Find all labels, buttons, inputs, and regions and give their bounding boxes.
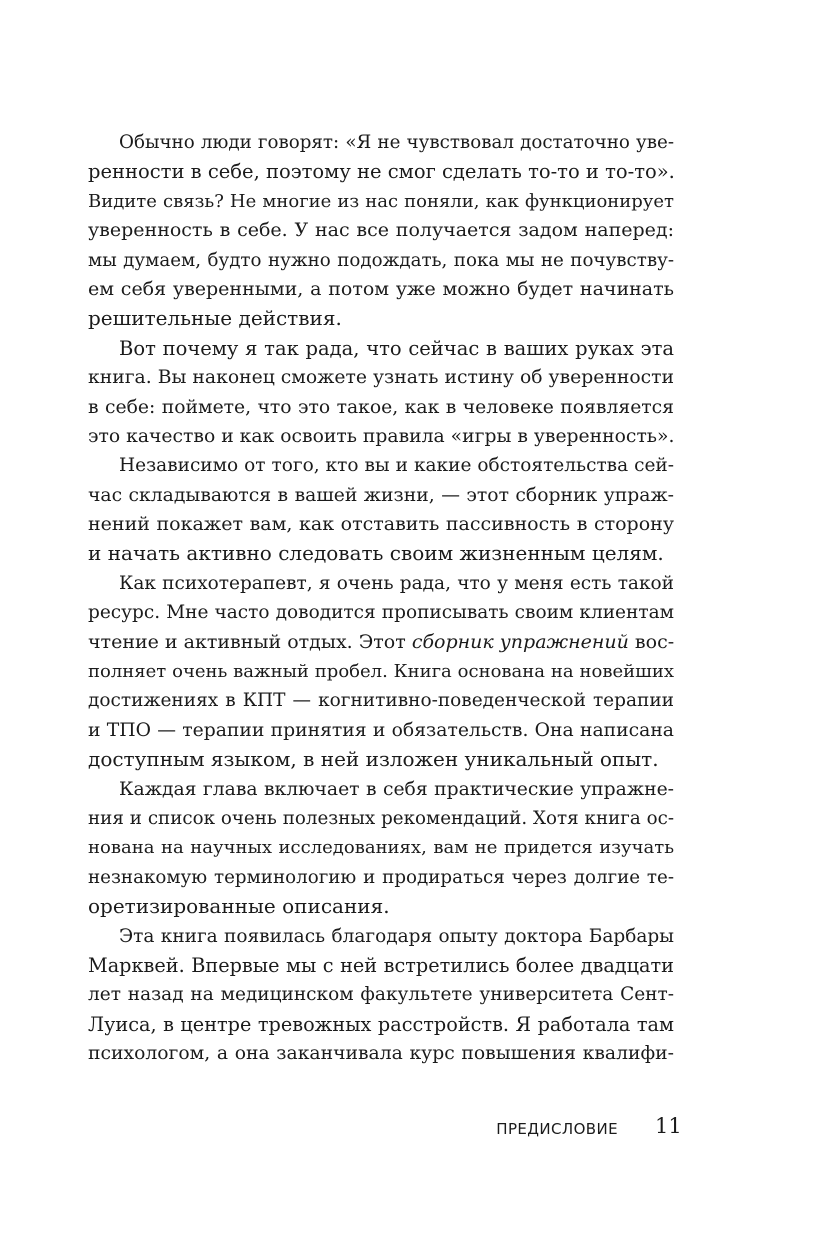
- text-line: и ТПО — терапии принятия и обязательств. Она написана: [88, 719, 674, 741]
- text-line: ния и список очень полезных рекомендаций. Хотя книга ос-: [88, 807, 674, 829]
- text-line: ем себя уверенными, а потом уже можно будет начинать: [88, 277, 674, 300]
- running-head: ПРЕДИСЛОВИЕ: [496, 1120, 618, 1138]
- text-line: решительные действия.: [88, 306, 342, 331]
- text-line: уверенность в себе. У нас все получается задом наперед:: [88, 219, 674, 242]
- text-line: нована на научных исследованиях, вам не придется изучать: [88, 837, 674, 859]
- text-line: психологом, а она заканчивала курс повышения квалифи-: [88, 1043, 674, 1065]
- text-line: достижениях в КПТ — когнитивно-поведенческой терапии: [88, 690, 674, 712]
- text-line: оретизированные описания.: [88, 894, 390, 919]
- text-line: Эта книга появилась благодаря опыту доктора Барбары: [119, 925, 674, 947]
- text-line: ренности в себе, поэтому не смог сделать то-то и то-то».: [88, 160, 675, 184]
- text-line: Марквей. Впервые мы с ней встретились более двадцати: [88, 953, 674, 977]
- text-run: вос-: [628, 630, 675, 653]
- text-line: час складываются в вашей жизни, — этот сборник упраж-: [88, 484, 674, 506]
- text-line: Как психотерапевт, я очень рада, что у меня есть такой: [119, 572, 674, 594]
- italic-phrase: сборник упражнений: [411, 630, 629, 653]
- text-line: Независимо от того, кто вы и какие обстоятельства сей-: [119, 455, 674, 477]
- text-line: мы думаем, будто нужно подождать, пока мы не почувству-: [88, 249, 674, 271]
- text-line: нений покажет вам, как отставить пассивность в сторону: [88, 513, 674, 536]
- text-line: Обычно люди говорят: «Я не чувствовал достаточно уве-: [119, 132, 674, 153]
- text-line: это качество и как освоить правила «игры в уверенность».: [88, 425, 675, 447]
- text-line: Вот почему я так рада, что сейчас в ваших руках эта: [119, 336, 674, 360]
- text-line: незнакомую терминологию и продираться через долгие те-: [88, 866, 674, 888]
- text-line: Видите связь? Не многие из нас поняли, как функционирует: [88, 190, 674, 212]
- text-line: доступным языком, в ней изложен уникальный опыт.: [88, 747, 659, 772]
- text-line: Каждая глава включает в себя практические упражне-: [119, 778, 674, 800]
- text-line: лет назад на медицинском факультете университета Сент-: [88, 984, 674, 1006]
- page-number: 11: [655, 1114, 682, 1138]
- text-line: в себе: поймете, что это такое, как в человеке появляется: [88, 396, 674, 418]
- text-line: книга. Вы наконец сможете узнать истину об уверенности: [88, 367, 674, 389]
- text-line-with-italic: [88, 628, 674, 657]
- body-text: [88, 128, 674, 1069]
- text-run: чтение и активный отдых. Этот: [88, 630, 412, 653]
- page-footer: [0, 1112, 827, 1146]
- text-line: полняет очень важный пробел. Книга основана на новейших: [88, 661, 674, 683]
- text-line: Луиса, в центре тревожных расстройств. Я работала там: [88, 1012, 674, 1036]
- text-line: ресурс. Мне часто доводится прописывать своим клиентам: [88, 602, 674, 624]
- text-line: и начать активно следовать своим жизненным целям.: [88, 541, 664, 566]
